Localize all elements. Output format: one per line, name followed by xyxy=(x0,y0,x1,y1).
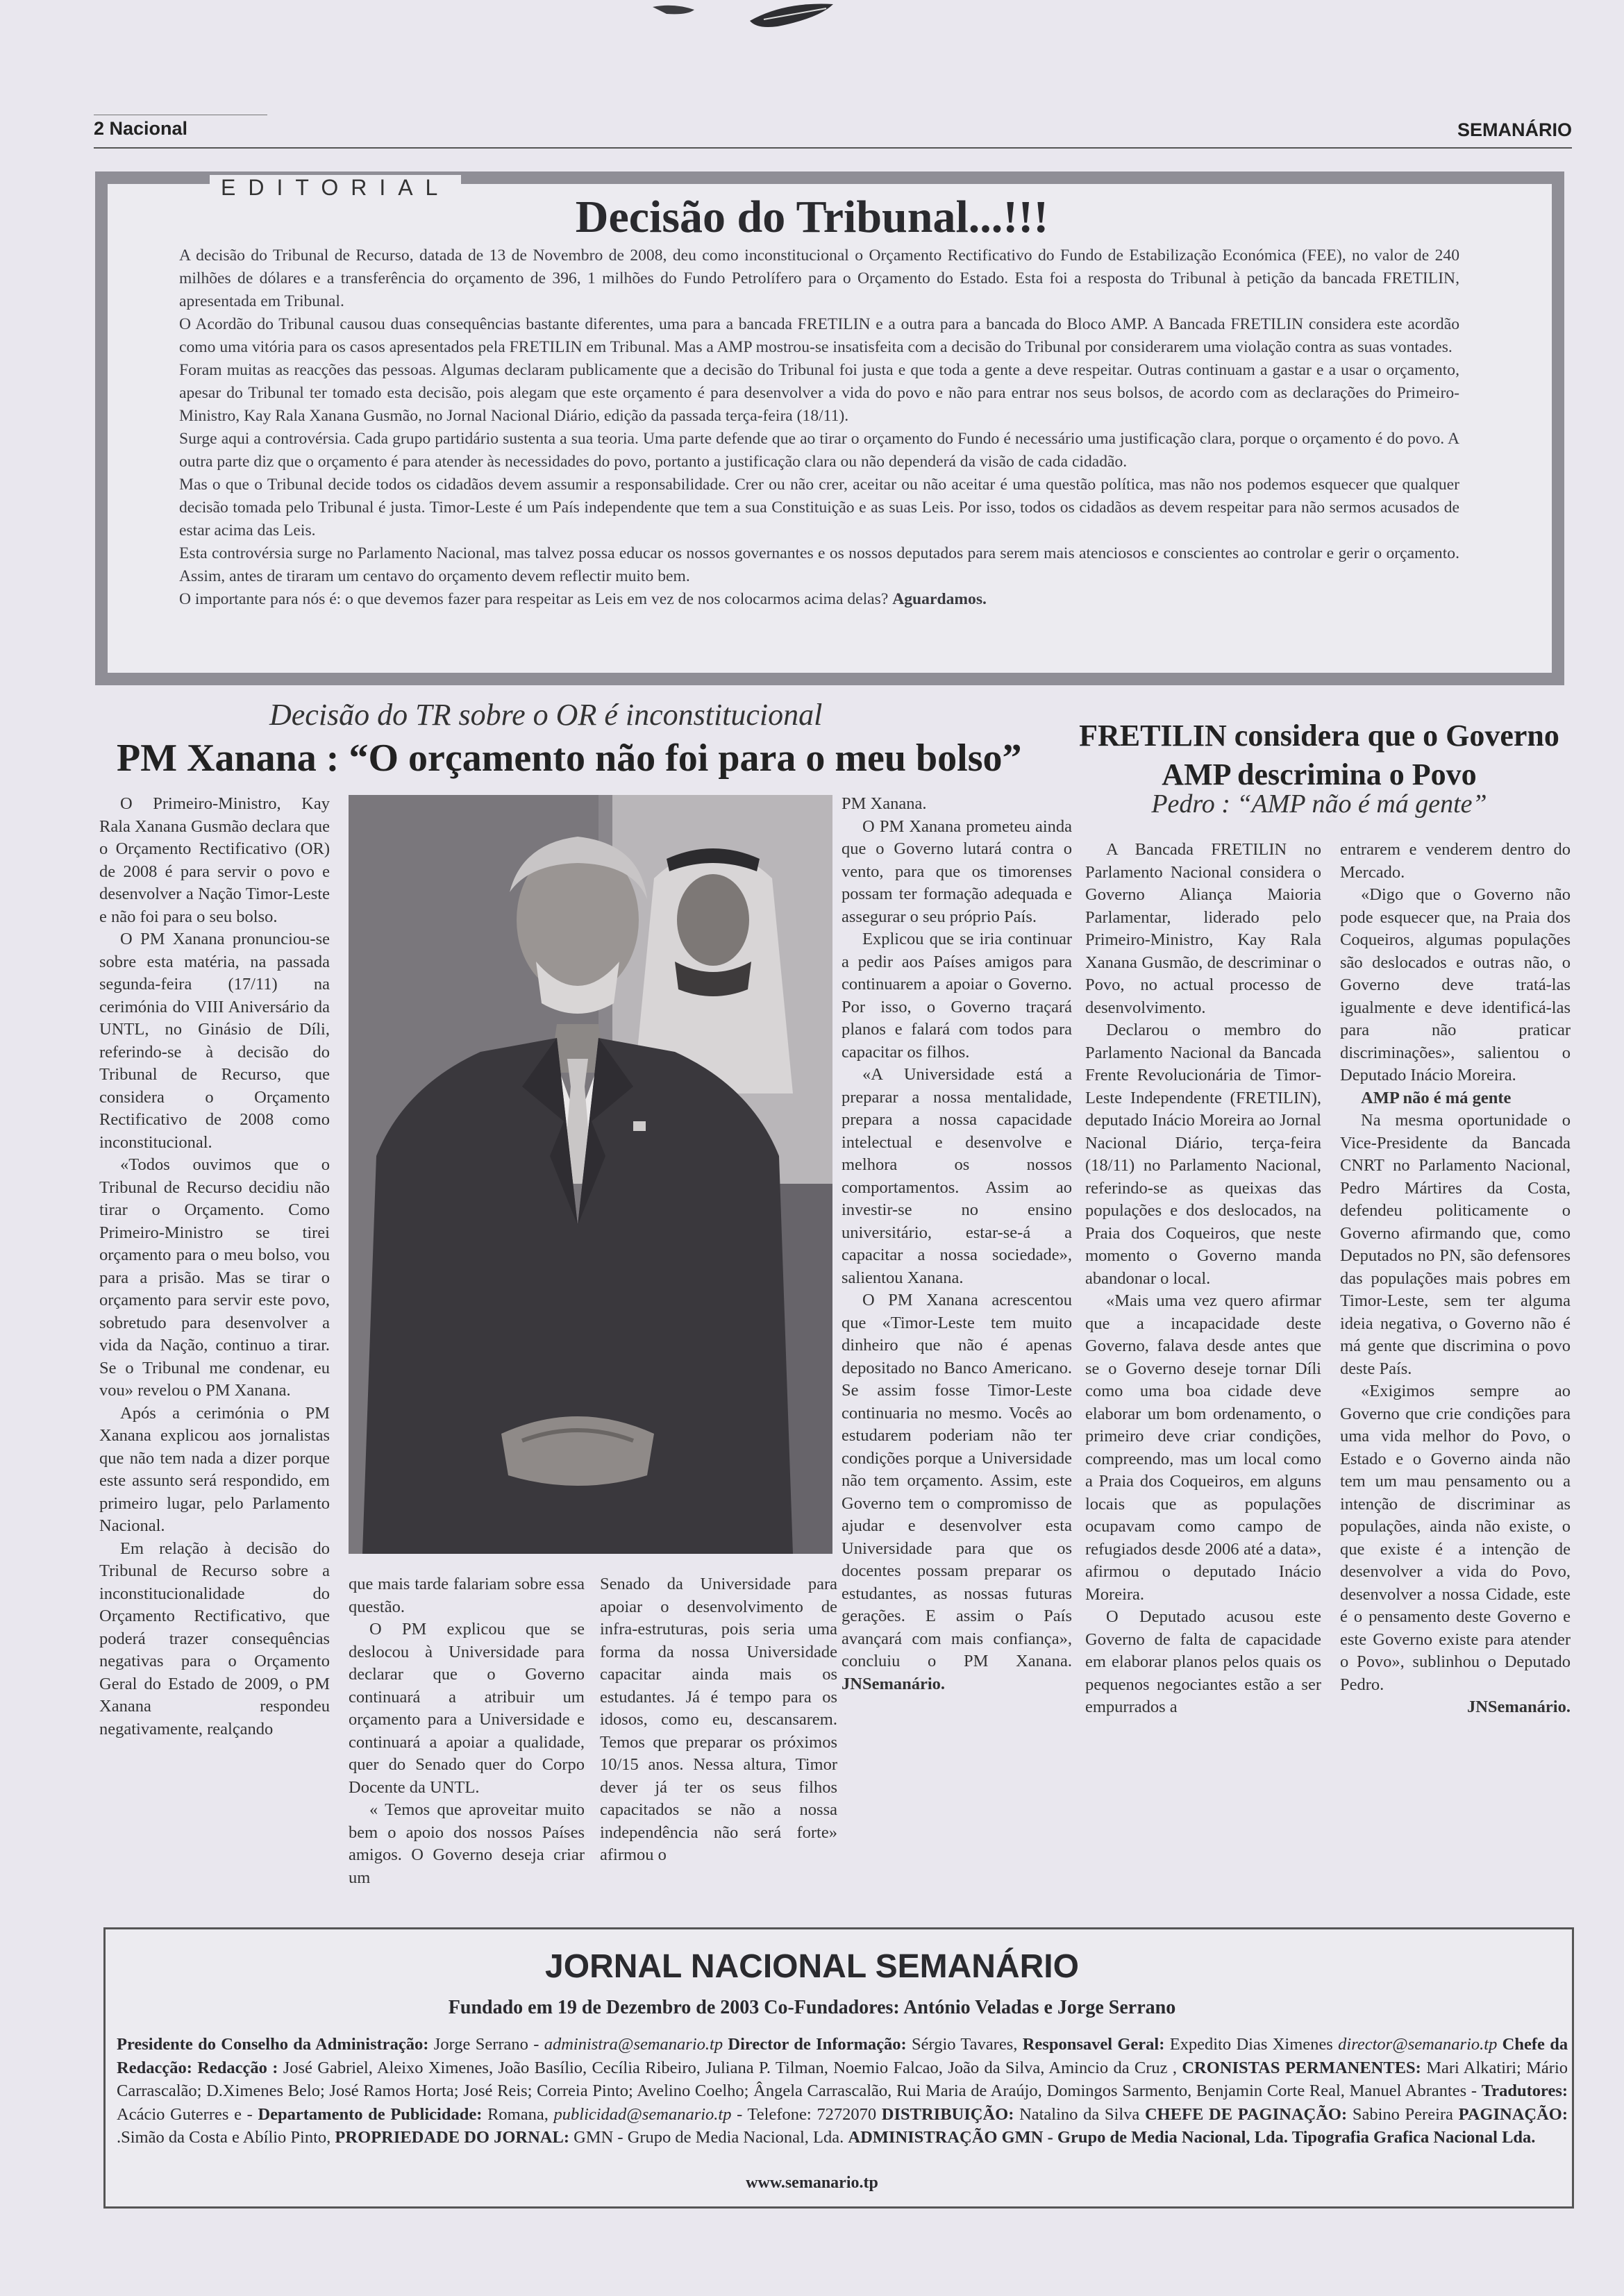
credit-value: Acácio Guterres e - xyxy=(117,2104,253,2124)
masthead-title: JORNAL NACIONAL SEMANÁRIO xyxy=(545,1948,1079,1985)
editorial-paragraph: Mas o que o Tribunal decide todos os cidadãos devem assumir a responsabilidade. Crer ou não crer, aceitar ou não aceitar é uma questão política, mas não nos podemos esquecer que qualquer decisão tomada pelo Tribunal é justa. Timor-Leste é um País independente que tem a sua Constituição e as suas Leis. Por isso, todos os cidadãos as devem respeitar para não sermos acusados de estar acima das Leis. xyxy=(179,476,1459,539)
article2-signature: JNSemanário. xyxy=(1466,1698,1571,1716)
article1-column-3 xyxy=(600,1573,837,1867)
credit-label: CRONISTAS PERMANENTES: xyxy=(1182,2058,1421,2077)
editorial-paragraph: Surge aqui a controvérsia. Cada grupo partidário sustenta a sua teoria. Uma parte defende que ao tirar o orçamento do Fundo é necessário uma justificação clara, porque o orçamento é do povo. A outra parte diz que o orçamento é para atender às necessidades do povo, portanto a justificação clara ou não dependerá da visão de cada cidadão. xyxy=(179,430,1459,471)
article1-column-1 xyxy=(99,793,330,1741)
article1-column-4 xyxy=(842,793,1072,1695)
article1-signature: JNSemanário. xyxy=(842,1674,946,1693)
article2-subtitle: Pedro : “AMP não é má gente” xyxy=(1151,789,1487,819)
article1-paragraph: Explicou que se iria continuar a pedir aos Países amigos para continuarem a apoiar o Governo. Por isso, o Governo traçará planos e falará com todos para capacitar os filhos. xyxy=(842,930,1072,1062)
article1-paragraph xyxy=(842,1289,1072,1695)
editorial-closing-text: O importante para nós é: o que devemos fazer para respeitar as Leis em vez de nos colocarmos acima delas? xyxy=(179,590,889,608)
credit-value: Jorge Serrano - xyxy=(433,2035,539,2054)
editorial-title: Decisão do Tribunal...!!! xyxy=(575,192,1049,242)
credit-label: Responsavel Geral: xyxy=(1022,2035,1165,2054)
editorial-closing xyxy=(179,588,1459,611)
article1-paragraph: Após a cerimónia o PM Xanana explicou aos jornalistas que não tem nada a dizer porque este assunto será respondido, em primeiro lugar, pelo Parlamento Nacional. xyxy=(99,1403,330,1535)
credit-label: ADMINISTRAÇÃO GMN - Grupo de Media Nacional, Lda. Tipografia Grafica Nacional Lda. xyxy=(848,2128,1536,2147)
credit-value: Mari Alkatiri; Mário Carrascalão; D.Ximenes Belo; José Ramos Horta; José Reis; Correia Pinto; Avelino Coelho; Ângela Carrascalão, Rui Maria de Araújo, Domingos Sarmento, Benjamin Corte Real, Manuel Abrantes - xyxy=(117,2058,1568,2100)
scan-smudge xyxy=(646,0,854,33)
credit-label: Tradutores: xyxy=(1481,2081,1568,2100)
article2-subhead: AMP não é má gente xyxy=(1361,1088,1512,1107)
article1-paragraph: «A Universidade está a preparar a nossa mentalidade, prepara a nossa capacidade intelectual e desenvolve e melhora os nossos comportamentos. Assim ao investir-se no ensino universitário, estar-se-á a capacitar a nossa sociedade», salientou Xanana. xyxy=(842,1065,1072,1287)
article1-paragraph: PM Xanana. xyxy=(842,794,927,813)
email-link[interactable]: publicidad@semanario.tp xyxy=(553,2104,732,2124)
article1-paragraph: O PM explicou que se deslocou à Universidade para declarar que o Governo continuará a atribuir um orçamento para a Universidade e continuará a apoiar a qualidade, quer do Senado quer do Corpo Docente da UNTL. xyxy=(349,1620,585,1797)
section-label: 2 Nacional xyxy=(94,118,188,139)
credit-label: Chefe da Redacção: xyxy=(117,2035,1568,2077)
credit-label: Departamento de Publicidade: xyxy=(258,2104,483,2124)
credit-value: - Telefone: 7272070 xyxy=(737,2104,877,2124)
editorial-paragraph: O Acordão do Tribunal causou duas consequências bastante diferentes, uma para a bancada FRETILIN e a outra para a bancada do Bloco AMP. A Bancada FRETILIN considera este acordão como uma vitória para os casos apresentados pela FRETILIN em Tribunal. Mas a AMP mostrou-se insatisfeita com a decisão do Tribunal por considerarem uma violação contra as suas vontades. xyxy=(179,315,1459,356)
article1-paragraph: que mais tarde falariam sobre essa questão. xyxy=(349,1575,585,1616)
credit-value: Romana, xyxy=(487,2104,549,2124)
pm-photo xyxy=(349,795,832,1554)
article2-column-1 xyxy=(1085,839,1321,1719)
article1-title: PM Xanana : “O orçamento não foi para o meu bolso” xyxy=(117,737,1022,780)
article1-paragraph: Em relação à decisão do Tribunal de Recurso sobre a inconstitucionalidade do Orçamento Rectificativo, que poderá trazer consequências negativas para o Orçamento Geral do Estado de 2009, o PM Xanana respondeu negativamente, realçando xyxy=(99,1539,330,1738)
header-rule xyxy=(94,147,1572,149)
credit-value: Sérgio Tavares, xyxy=(912,2035,1018,2054)
article1-paragraph: O PM Xanana pronunciou-se sobre esta matéria, na passada segunda-feira (17/11) na cerimónia do VIII Aniversário da UNTL, no Ginásio de Díli, referindo-se à decisão do Tribunal de Recurso, que considera o Orçamento Rectificativo de 2008 como inconstitucional. xyxy=(99,930,330,1152)
article1-paragraph: O Primeiro-Ministro, Kay Rala Xanana Gusmão declara que o Orçamento Rectificativo (OR) de 2008 é para servir o povo e desenvolver a Nação Timor-Leste e não foi para o seu bolso. xyxy=(99,794,330,926)
email-link[interactable]: administra@semanario.tp xyxy=(544,2035,723,2054)
credit-label: PAGINAÇÃO: xyxy=(1458,2104,1568,2124)
editorial-paragraph: Foram muitas as reacções das pessoas. Algumas declaram publicamente que a decisão do Tribunal foi justa e que toda a gente a deve respeitar. Outras continuam a gastar e a usar o orçamento, apesar do Tribunal ter tomado esta decisão, pois alegam que este orçamento é para desenvolver a vida do povo e não para entrar nos seus bolsos, de acordo com as declarações do Primeiro-Ministro, Kay Rala Xanana Gusmão, no Jornal Nacional Diário, edição da passada terça-feira (18/11). xyxy=(179,361,1459,425)
editorial-tag: EDITORIAL xyxy=(210,175,461,201)
masthead-founded: Fundado em 19 de Dezembro de 2003 Co-Fundadores: António Veladas e Jorge Serrano xyxy=(448,1997,1176,2018)
article2-title: FRETILIN considera que o Governo AMP descrimina o Povo xyxy=(1079,719,1559,791)
credit-value: .Simão da Costa e Abílio Pinto, xyxy=(117,2128,331,2147)
editorial-body xyxy=(179,244,1459,611)
email-link[interactable]: director@semanario.tp xyxy=(1338,2035,1498,2054)
article1-column-2 xyxy=(349,1573,585,1889)
pm-photo-illustration xyxy=(349,795,832,1554)
credit-label: Presidente do Conselho da Administração: xyxy=(117,2035,429,2054)
credit-label: Redacção : xyxy=(197,2058,278,2077)
publication-label: SEMANÁRIO xyxy=(1457,119,1572,140)
article1-paragraph: Senado da Universidade para apoiar o desenvolvimento de infra-estruturas, pois seria uma forma da nossa Universidade capacitar ainda mais os estudantes. Já é tempo para os idosos, como eu, descansarem. Temos que preparar os próximos 10/15 anos. Nessa altura, Timor dever já ter os seus filhos capacitados se não a nossa independência não será forte» afirmou o xyxy=(600,1575,837,1864)
editorial-signature: Aguardamos. xyxy=(892,590,987,608)
website-link[interactable]: www.semanario.tp xyxy=(746,2174,878,2192)
credit-value: Expedito Dias Ximenes xyxy=(1169,2035,1333,2054)
article2-column-2 xyxy=(1340,839,1571,1719)
article2-paragraph: entrarem e venderem dentro do Mercado. xyxy=(1340,840,1571,882)
article2-paragraph: Declarou o membro do Parlamento Nacional da Bancada Frente Revolucionária de Timor-Leste Independente (FRETILIN), deputado Inácio Moreira ao Jornal Nacional Diário, terça-feira (18/11) no Parlamento Nacional, referindo-se as queixas das populações e dos deslocados, na Praia dos Coqueiros, que neste momento o Governo manda abandonar o local. xyxy=(1085,1021,1321,1288)
article2-paragraph: «Digo que o Governo não pode esquecer que, na Praia dos Coqueiros, algumas populações são deslocados e outras não, o Governo deve tratá-las igualmente e deve identificá-las para não praticar discriminações», salientou o Deputado Inácio Moreira. xyxy=(1340,885,1571,1084)
article1-paragraph-text: O PM Xanana acrescentou que «Timor-Leste tem muito dinheiro que não é apenas depositado no Banco Americano. Se assim fosse Timor-Leste continuaria no mesmo. Vocês ao estudarem poderiam não ter condições porque a Universidade não tem orçamento. Assim, este Governo tem o compromisso de ajudar e desenvolver esta Universidade para que os docentes possam preparar os estudantes, as nossas futuras gerações. E assim o País avançará com mais confiança», concluiu o PM Xanana. xyxy=(842,1291,1072,1670)
article2-paragraph: A Bancada FRETILIN no Parlamento Nacional considera o Governo Aliança Maioria Parlamentar, liderado pelo Primeiro-Ministro, Kay Rala Xanana Gusmão, de descriminar o Povo, no actual processo de desenvolvimento. xyxy=(1085,840,1321,1017)
article1-paragraph: O PM Xanana prometeu ainda que o Governo lutará contra o vento, para que os timorenses possam ter formação adequada e assegurar o seu próprio País. xyxy=(842,816,1072,926)
credit-value: Natalino da Silva xyxy=(1019,2104,1140,2124)
credit-value: Sabino Pereira xyxy=(1352,2104,1453,2124)
credit-label: PROPRIEDADE DO JORNAL: xyxy=(335,2128,569,2147)
credit-value: GMN - Grupo de Media Nacional, Lda. xyxy=(574,2128,844,2147)
article2-paragraph: O Deputado acusou este Governo de falta de capacidade em elaborar planos pelos quais os pequenos negociantes estão a ser empurrados a xyxy=(1085,1607,1321,1716)
article1-paragraph: « Temos que aproveitar muito bem o apoio dos nossos Países amigos. O Governo deseja criar um xyxy=(349,1800,585,1887)
credit-label: Director de Informação: xyxy=(728,2035,907,2054)
article1-kicker: Decisão do TR sobre o OR é inconstitucional xyxy=(269,698,823,732)
credit-label: CHEFE DE PAGINAÇÃO: xyxy=(1144,2104,1348,2124)
editorial-paragraph: A decisão do Tribunal de Recurso, datada de 13 de Novembro de 2008, deu como inconstitucional o Orçamento Rectificativo do Fundo de Estabilização Económica (FEE), no valor de 240 milhões de dólares e a transferência do orçamento de 396, 1 milhões do Fundo Petrolífero para o Orçamento do Estado. Esta foi a resposta do Tribunal à petição da bancada FRETILIN, apresentada em Tribunal. xyxy=(179,246,1459,310)
credit-label: DISTRIBUIÇÃO: xyxy=(881,2104,1014,2124)
article2-paragraph: «Exigimos sempre ao Governo que crie condições para uma vida melhor do Povo, o Estado e o Governo ainda não tem um mau pensamento ou a intenção de discriminar as populações, ainda não existe, o que existe é a intenção de desenvolver a vida do Povo, desenvolver a nossa Cidade, este é o pensamento deste Governo e este Governo existe para atender o Povo», sublinhou o Deputado Pedro. xyxy=(1340,1382,1571,1694)
article2-paragraph: «Mais uma vez quero afirmar que a incapacidade deste Governo, falava desde antes que se o Governo deseje tornar Díli como uma boa cidade deve elaborar um bom ordenamento, o primeiro deve criar condições, compreendo, mas um local como a Praia dos Coqueiros, em alguns locais que as populações ocupavam como campo de refugiados desde 2006 até a data», afirmou o deputado Inácio Moreira. xyxy=(1085,1291,1321,1604)
article1-paragraph: «Todos ouvimos que o Tribunal de Recurso decidiu não tirar o Orçamento. Como Primeiro-Ministro se tirei orçamento para o meu bolso, vou para a prisão. Mas se tirar o orçamento para servir este povo, sobretudo para desenvolver a vida da Nação, continuo a tirar. Se o Tribunal me condenar, eu vou» revelou o PM Xanana. xyxy=(99,1155,330,1400)
editorial-paragraph: Esta controvérsia surge no Parlamento Nacional, mas talvez possa educar os nossos governantes e os nossos deputados para serem mais atenciosos e conscientes ao controlar e gerir o orçamento. Assim, antes de tiraram um centavo do orçamento devem reflectir muito bem. xyxy=(179,544,1459,585)
article2-paragraph: Na mesma oportunidade o Vice-Presidente da Bancada CNRT no Parlamento Nacional, Pedro Mártires da Costa, defendeu politicamente o Governo afirmando que, como Deputados no PN, são defensores das populações mais pobres em Timor-Leste, sem ter alguma ideia negativa, o Governo não é má gente que discrimina o povo deste País. xyxy=(1340,1111,1571,1378)
masthead-credits xyxy=(117,2033,1568,2150)
credit-value: José Gabriel, Aleixo Ximenes, João Basílio, Cecília Ribeiro, Juliana P. Tilman, Noemio Falcao, João da Silva, Amincio da Cruz , xyxy=(283,2058,1178,2077)
